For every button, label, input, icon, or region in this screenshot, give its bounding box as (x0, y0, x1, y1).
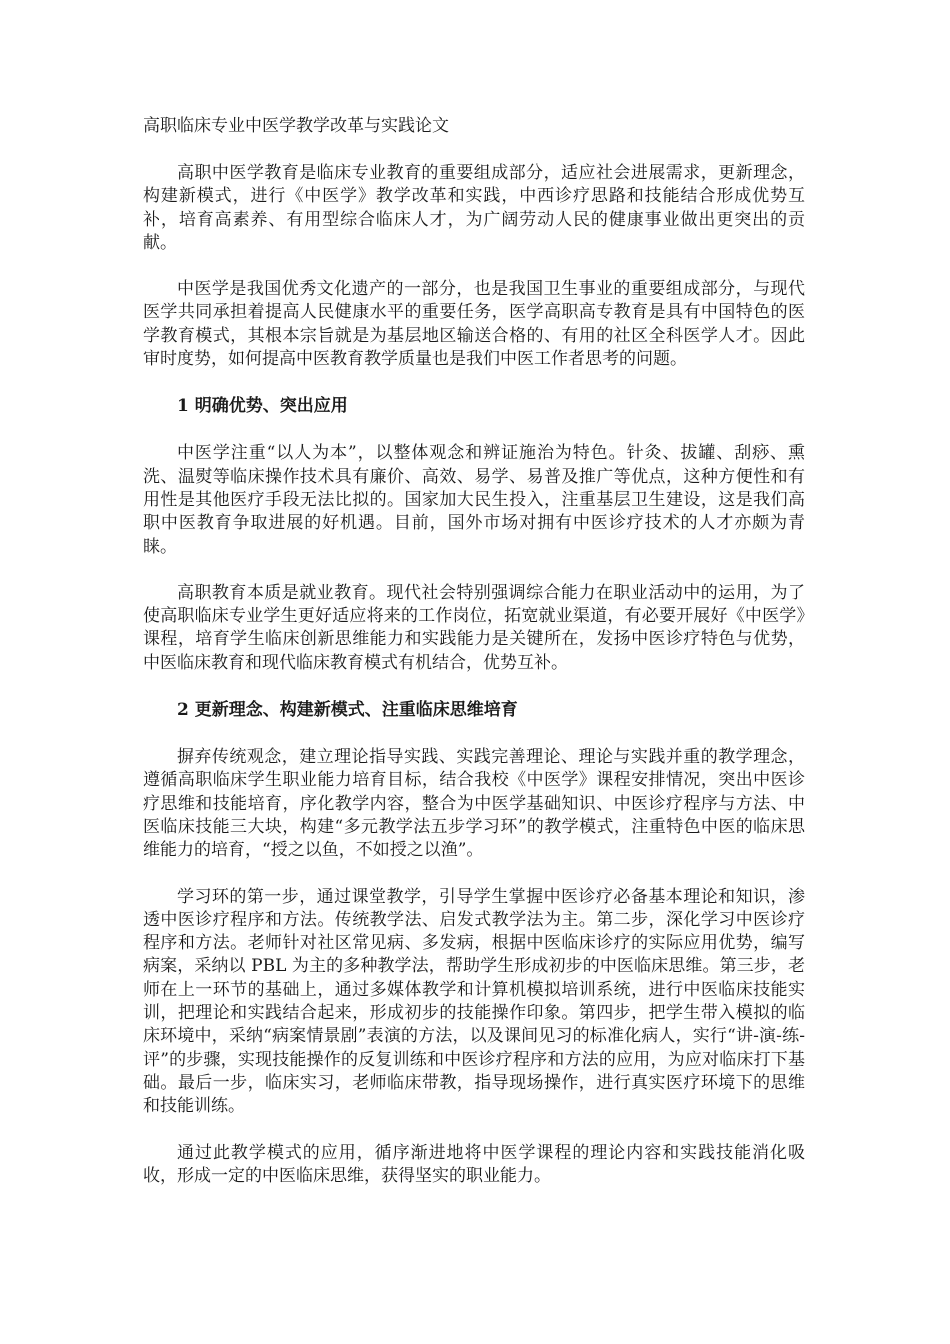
section-heading-1: 1 明确优势、突出应用 (177, 396, 348, 417)
paragraph-section1-a: 中医学注重“以人为本”，以整体观念和辨证施治为特色。针灸、拔罐、刮痧、熏洗、温熨等临床操作技术具有廉价、高效、易学、易普及推广等优点，这种方便性和有用性是其他医疗手段无法比拟的。国家加大民生投入，注重基层卫生建设，这是我们高职中医教育争取进展的好机遇。目前，国外市场对拥有中医诊疗技术的人才亦颇为青睐。 (143, 443, 805, 557)
document-page (143, 114, 805, 1211)
paragraph-section2-a: 摒弃传统观念，建立理论指导实践、实践完善理论、理论与实践并重的教学理念，遵循高职临床学生职业能力培育目标，结合我校《中医学》课程安排情况，突出中医诊疗思维和技能培育，序化教学内容，整合为中医学基础知识、中医诊疗程序与方法、中医临床技能三大块，构建“多元教学法五步学习环”的教学模式，注重特色中医的临床思维能力的培育，“授之以鱼，不如授之以渔”。 (143, 747, 805, 861)
paragraph-section2-c: 通过此教学模式的应用，循序渐进地将中医学课程的理论内容和实践技能消化吸收，形成一定的中医临床思维，获得坚实的职业能力。 (143, 1142, 805, 1186)
document-title: 高职临床专业中医学教学改革与实践论文 (143, 116, 449, 136)
paragraph-section2-b: 学习环的第一步，通过课堂教学，引导学生掌握中医诊疗必备基本理论和知识，渗透中医诊疗程序和方法。传统教学法、启发式教学法为主。第二步，深化学习中医诊疗程序和方法。老师针对社区常见病、多发病，根据中医临床诊疗的实际应用优势，编写病案，采纳以 PBL 为主的多种教学法，帮助学生形成初步的中医临床思维。第三步，老师在上一环节的基础上，通过多媒体教学和计算机模拟培训系统，进行中医临床技能实训，把理论和实践结合起来，形成初步的技能操作印象。第四步，把学生带入模拟的临床环境中，采纳“病案情景剧”表演的方法，以及课间见习的标准化病人，实行“讲-演-练-评”的步骤，实现技能操作的反复训练和中医诊疗程序和方法的应用，为应对临床打下基础。最后一步，临床实习，老师临床带教，指导现场操作，进行真实医疗环境下的思维和技能训练。 (143, 886, 805, 1117)
paragraph-intro: 高职中医学教育是临床专业教育的重要组成部分，适应社会进展需求，更新理念，构建新模式，进行《中医学》教学改革和实践，中西诊疗思路和技能结合形成优势互补，培育高素养、有用型综合临床人才，为广阔劳动人民的健康事业做出更突出的贡献。 (143, 163, 805, 253)
paragraph-section1-b: 高职教育本质是就业教育。现代社会特别强调综合能力在职业活动中的运用，为了使高职临床专业学生更好适应将来的工作岗位，拓宽就业渠道，有必要开展好《中医学》课程，培育学生临床创新思维能力和实践能力是关键所在，发扬中医诊疗特色与优势，中医临床教育和现代临床教育模式有机结合，优势互补。 (143, 582, 805, 673)
section-heading-2: 2 更新理念、构建新模式、注重临床思维培育 (177, 700, 518, 721)
paragraph-background: 中医学是我国优秀文化遗产的一部分，也是我国卫生事业的重要组成部分，与现代医学共同承担着提高人民健康水平的重要任务，医学高职高专教育是具有中国特色的医学教育模式，其根本宗旨就是为基层地区输送合格的、有用的社区全科医学人才。因此审时度势，如何提高中医教育教学质量也是我们中医工作者思考的问题。 (143, 279, 805, 370)
